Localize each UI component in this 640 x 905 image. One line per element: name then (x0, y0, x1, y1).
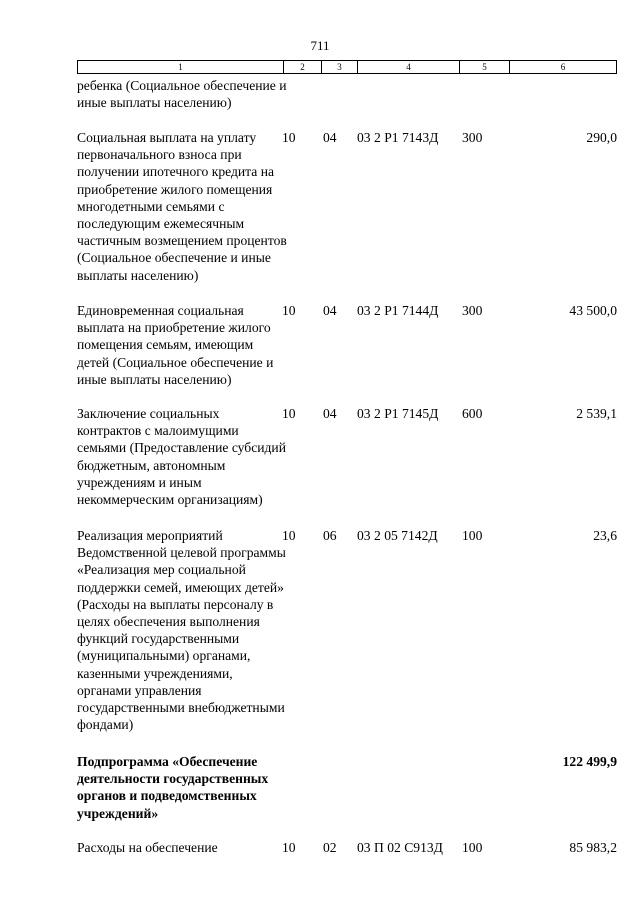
row-name: Реализация мероприятий Ведомственной целевой программы «Реализация мер социальной поддержки семей, имеющих детей» (Расходы на выплаты персоналу в целях обеспечения выполнения функций государственными (муниципальными) органами, казенными учреждениями, органами управления государственными внебюджетными фондами) (77, 528, 286, 733)
row-amount: 290,0 (586, 130, 617, 145)
row-name: Единовременная социальная выплата на приобретение жилого помещения семьям, имеющим детей (Социальное обеспечение и иные выплаты населению) (77, 303, 274, 387)
header-col-5: 5 (460, 61, 510, 73)
row-amount: 2 539,1 (576, 406, 617, 421)
row-section: 10 (282, 130, 296, 145)
row-expense-type: 600 (462, 406, 483, 421)
row-target-code: 03 2 Р1 7144Д (357, 303, 439, 318)
row-expense-type: 100 (462, 840, 483, 855)
row-target-code: 03 2 Р1 7143Д (357, 130, 439, 145)
row-subsection: 04 (323, 130, 337, 145)
row-subsection: 02 (323, 840, 337, 855)
row-amount: 43 500,0 (569, 303, 617, 318)
row-section: 10 (282, 840, 296, 855)
row-subsection: 04 (323, 303, 337, 318)
row-section: 10 (282, 406, 296, 421)
row-target-code: 03 П 02 С913Д (357, 840, 443, 855)
row-expense-type: 300 (462, 303, 483, 318)
row-target-code: 03 2 Р1 7145Д (357, 406, 439, 421)
row-amount: 85 983,2 (569, 840, 617, 855)
row-name: ребенка (Социальное обеспечение и иные выплаты населению) (77, 78, 287, 111)
page-number: 711 (310, 38, 330, 53)
row-section: 10 (282, 303, 296, 318)
header-col-6: 6 (560, 62, 566, 72)
row-name: Расходы на обеспечение (77, 840, 218, 855)
row-expense-type: 100 (462, 528, 483, 543)
row-amount: 122 499,9 (562, 754, 617, 769)
header-col-3: 3 (322, 61, 358, 73)
row-name: Заключение социальных контрактов с малоимущими семьями (Предоставление субсидий бюджетным, автономным учреждениям и иным некоммерческим организациям) (77, 406, 286, 508)
header-col-2: 2 (284, 61, 322, 73)
row-name: Социальная выплата на уплату первоначального взноса при получении ипотечного кредита на приобретение жилого помещения многодетными семьями с последующим ежемесячным частичным возмещением процентов (Социальное обеспечение и иные выплаты населению) (77, 130, 287, 283)
row-section: 10 (282, 528, 296, 543)
table-header (77, 60, 617, 74)
row-amount: 23,6 (593, 528, 617, 543)
row-expense-type: 300 (462, 130, 483, 145)
header-col-4: 4 (358, 61, 460, 73)
row-target-code: 03 2 05 7142Д (357, 528, 438, 543)
header-col-1: 1 (78, 61, 284, 73)
row-subsection: 06 (323, 528, 337, 543)
row-subsection: 04 (323, 406, 337, 421)
row-name: Подпрограмма «Обеспечение деятельности государственных органов и подведомственных учреждений» (77, 754, 269, 821)
